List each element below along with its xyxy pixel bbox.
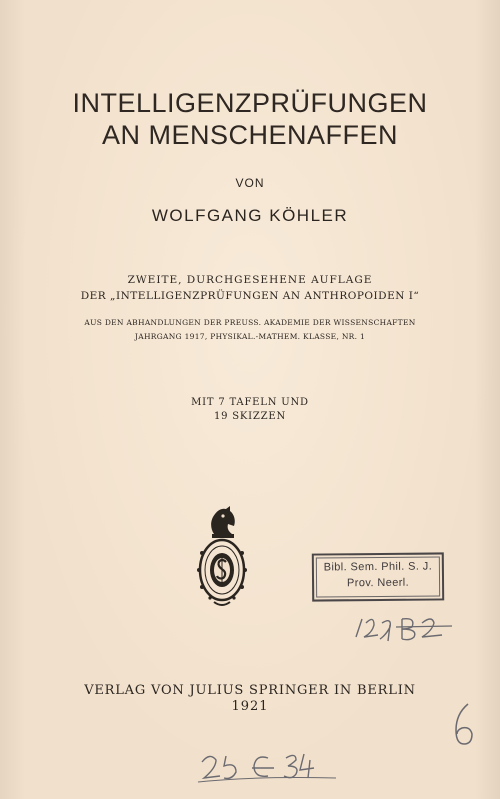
edition-line-1: ZWEITE, DURCHGESEHENE AUFLAGE	[127, 274, 373, 286]
plates-line-1: MIT 7 TAFELN UND	[191, 397, 309, 408]
publisher-line: VERLAG VON JULIUS SPRINGER IN BERLIN	[84, 683, 416, 698]
publication-year: 1921	[231, 699, 269, 714]
stamp-line-2: Prov. Neerl.	[346, 576, 410, 590]
edition-line-3: AUS DEN ABHANDLUNGEN DER PREUSS. AKADEMIE DER WISSENSCHAFTEN	[84, 318, 416, 327]
plates-line-2: 19 SKIZZEN	[213, 411, 287, 422]
title-line-2: AN MENSCHENAFFEN	[101, 120, 399, 150]
handwritten-note	[196, 748, 346, 788]
stamp-line-1: Bibl. Sem. Phil. S. J.	[323, 560, 433, 574]
by-label: VON	[235, 176, 265, 190]
author-name: WOLFGANG KÖHLER	[151, 206, 349, 225]
handwritten-shelfmark	[352, 613, 462, 643]
publisher-logo-icon	[188, 498, 256, 608]
title-line-1: INTELLIGENZPRÜFUNGEN	[72, 88, 428, 118]
library-stamp	[312, 552, 444, 601]
edition-line-4: JAHRGANG 1917, PHYSIKAL.-MATHEM. KLASSE, NR. 1	[134, 332, 366, 341]
edition-line-2: DER „INTELLIGENZPRÜFUNGEN AN ANTHROPOIDEN I“	[80, 290, 420, 302]
